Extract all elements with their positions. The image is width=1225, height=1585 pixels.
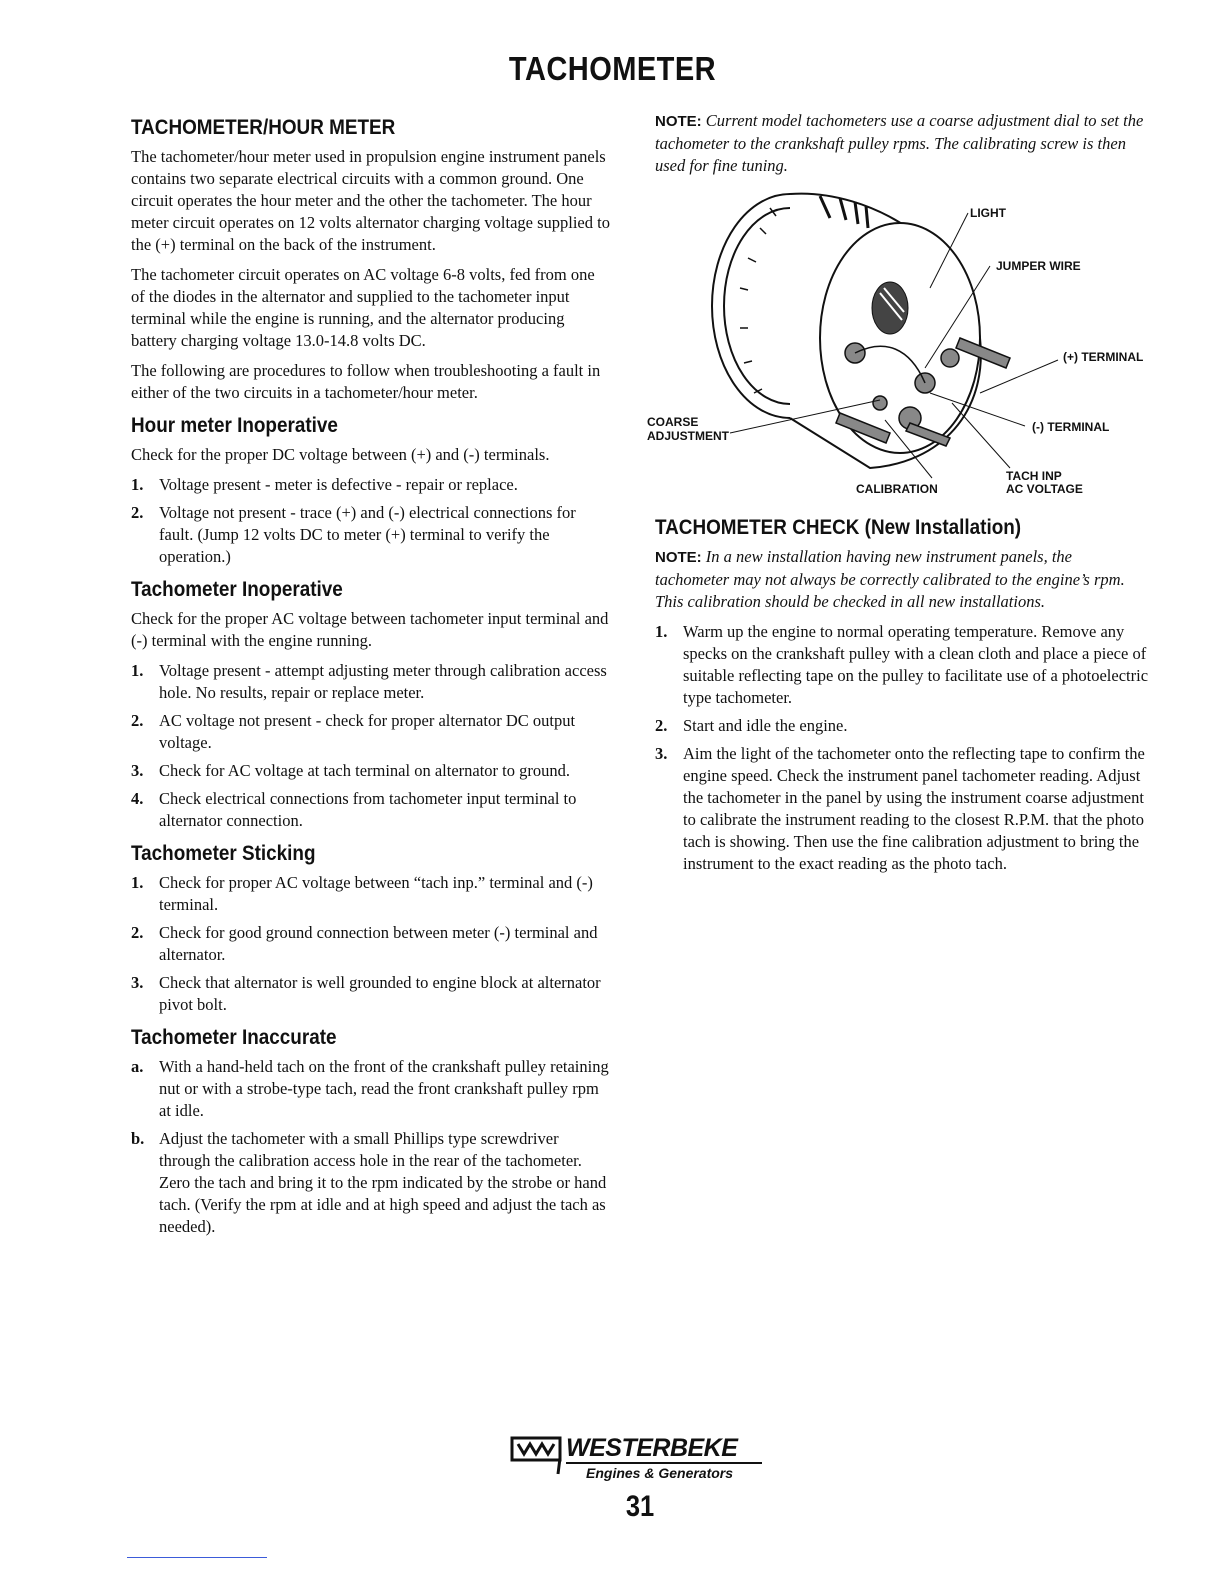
list-item xyxy=(131,710,611,754)
list-item xyxy=(655,743,1150,875)
tach-check-list xyxy=(655,621,1150,875)
list-item xyxy=(131,474,611,496)
item-text: Warm up the engine to normal operating temperature. Remove any specks on the crankshaft pulley with a clean cloth and place a piece of suitable reflecting tape on the pulley to facilitate use of a photoelectric type tachometer. xyxy=(683,622,1149,707)
list-item xyxy=(131,872,611,916)
item-number: 3. xyxy=(131,973,144,992)
note-text: Current model tachometers use a coarse adjustment dial to set the tachometer to the crankshaft pulley rpms. The calibrating screw is then used for fine tuning. xyxy=(655,111,1144,175)
item-number: 2. xyxy=(131,503,144,522)
label-jumper-wire: JUMPER WIRE xyxy=(996,259,1081,273)
intro-paragraph: The following are procedures to follow when troubleshooting a fault in either of the two circuits in a tachometer/hour meter. xyxy=(131,361,601,402)
page-title: TACHOMETER xyxy=(508,50,717,87)
item-number: 1. xyxy=(131,661,144,680)
bottom-divider xyxy=(127,1557,267,1558)
list-item xyxy=(131,1128,611,1238)
list-item xyxy=(655,621,1150,709)
label-minus-terminal: (-) TERMINAL xyxy=(1032,420,1110,434)
item-text: Voltage present - attempt adjusting meter through calibration access hole. No results, repair or replace meter. xyxy=(159,661,607,702)
list-item xyxy=(131,788,611,832)
left-column xyxy=(131,110,611,1244)
label-tach-inp: TACH INP xyxy=(1006,469,1062,483)
list-item xyxy=(131,660,611,704)
item-text: Check for good ground connection between meter (-) terminal and alternator. xyxy=(159,923,598,964)
list-item xyxy=(655,715,1150,737)
item-number: 2. xyxy=(131,711,144,730)
page-number: 31 xyxy=(625,1490,655,1523)
note-new-installation xyxy=(655,546,1150,613)
intro-paragraph: The tachometer/hour meter used in propulsion engine instrument panels contains two separate electrical circuits with a common ground. One circuit operates the hour meter and the other the tachometer. The hour meter circuit operates on 12 volts alternator charging voltage supplied to the (+) terminal on the back of the instrument. xyxy=(131,147,610,254)
hour-meter-list xyxy=(131,474,611,568)
list-item xyxy=(131,502,611,568)
tach-inoperative-list xyxy=(131,660,611,832)
item-text: Voltage present - meter is defective - repair or replace. xyxy=(159,475,518,494)
coarse-adjustment-dial xyxy=(872,282,908,334)
label-ac-voltage: AC VOLTAGE xyxy=(1006,482,1083,496)
hour-meter-intro: Check for the proper DC voltage between (+) and (-) terminals. xyxy=(131,445,550,464)
tach-sticking-list xyxy=(131,872,611,1016)
brand-tagline: Engines & Generators xyxy=(586,1465,734,1481)
label-coarse: COARSE xyxy=(647,415,699,429)
subheading-tachometer-sticking: Tachometer Sticking xyxy=(131,842,316,865)
brand-name: WESTERBEKE xyxy=(566,1434,738,1462)
footer xyxy=(510,1430,770,1523)
item-text: Aim the light of the tachometer onto the reflecting tape to confirm the engine speed. Check the instrument panel tachometer reading. Adjust the tachometer in the panel by using the instrument coarse adjustment to calibrate the instrument reading to the closest R.P.M. that the photo tach is showing. Then use the fine calibration adjustment to bring the instrument to the exact reading as the photo tach. xyxy=(683,744,1145,873)
tachometer-diagram xyxy=(640,188,1150,508)
item-number: 1. xyxy=(655,622,668,641)
tach-inaccurate-list xyxy=(131,1056,611,1238)
item-text: With a hand-held tach on the front of the crankshaft pulley retaining nut or with a strobe-type tach, read the front crankshaft pulley rpm at idle. xyxy=(159,1057,609,1120)
item-text: Start and idle the engine. xyxy=(683,716,848,735)
item-number: 2. xyxy=(131,923,144,942)
item-text: Check for AC voltage at tach terminal on alternator to ground. xyxy=(159,761,571,780)
right-column xyxy=(655,110,1150,185)
westerbeke-logo-icon xyxy=(510,1436,564,1476)
tach-inoperative-intro: Check for the proper AC voltage between tachometer input terminal and (-) terminal with the engine running. xyxy=(131,609,609,650)
intro-paragraph: The tachometer circuit operates on AC voltage 6-8 volts, fed from one of the diodes in the alternator and supplied to the tachometer input terminal while the engine is running, and the alternator producing battery charging voltage 13.0-14.8 volts DC. xyxy=(131,265,595,350)
item-text: Adjust the tachometer with a small Phillips type screwdriver through the calibration access hole in the rear of the tachometer. Zero the tach and bring it to the rpm indicated by the strobe or hand tach. (Verify the rpm at idle and at high speed and adjust the tach as needed). xyxy=(159,1129,607,1236)
note-text: In a new installation having new instrument panels, the tachometer may not always be correctly calibrated to the engine’s rpm. This calibration should be checked in all new installations. xyxy=(655,547,1125,611)
item-text: Check that alternator is well grounded to engine block at alternator pivot bolt. xyxy=(159,973,601,1014)
subheading-hour-meter-inoperative: Hour meter Inoperative xyxy=(131,414,338,437)
item-number: 4. xyxy=(131,789,144,808)
item-number: 1. xyxy=(131,475,144,494)
subheading-tachometer-inaccurate: Tachometer Inaccurate xyxy=(131,1026,337,1049)
list-item xyxy=(131,760,611,782)
list-item xyxy=(131,972,611,1016)
item-letter: a. xyxy=(131,1057,144,1076)
item-letter: b. xyxy=(131,1129,145,1148)
item-text: AC voltage not present - check for proper alternator DC output voltage. xyxy=(159,711,576,752)
item-number: 2. xyxy=(655,716,668,735)
item-number: 3. xyxy=(131,761,144,780)
note-label: NOTE: xyxy=(655,113,702,130)
item-number: 3. xyxy=(655,744,668,763)
label-plus-terminal: (+) TERMINAL xyxy=(1063,350,1144,364)
item-text: Voltage not present - trace (+) and (-) electrical connections for fault. (Jump 12 volts DC to meter (+) terminal to verify the operation.) xyxy=(159,503,576,566)
label-light: LIGHT xyxy=(970,206,1006,220)
list-item xyxy=(131,1056,611,1122)
list-item xyxy=(131,922,611,966)
item-number: 1. xyxy=(131,873,144,892)
label-calibration: CALIBRATION xyxy=(856,482,938,496)
section-heading-tach-hour-meter: TACHOMETER/HOUR METER xyxy=(131,116,396,139)
item-text: Check for proper AC voltage between “tach inp.” terminal and (-) terminal. xyxy=(159,873,593,914)
brand-underline xyxy=(566,1462,762,1464)
section-heading-tach-check: TACHOMETER CHECK (New Installation) xyxy=(655,516,1022,539)
item-text: Check electrical connections from tachometer input terminal to alternator connection. xyxy=(159,789,577,830)
subheading-tachometer-inoperative: Tachometer Inoperative xyxy=(131,578,343,601)
label-adjustment: ADJUSTMENT xyxy=(647,429,730,443)
note-current-models xyxy=(655,110,1150,177)
tach-check-section xyxy=(655,510,1150,881)
note-label: NOTE: xyxy=(655,549,702,566)
